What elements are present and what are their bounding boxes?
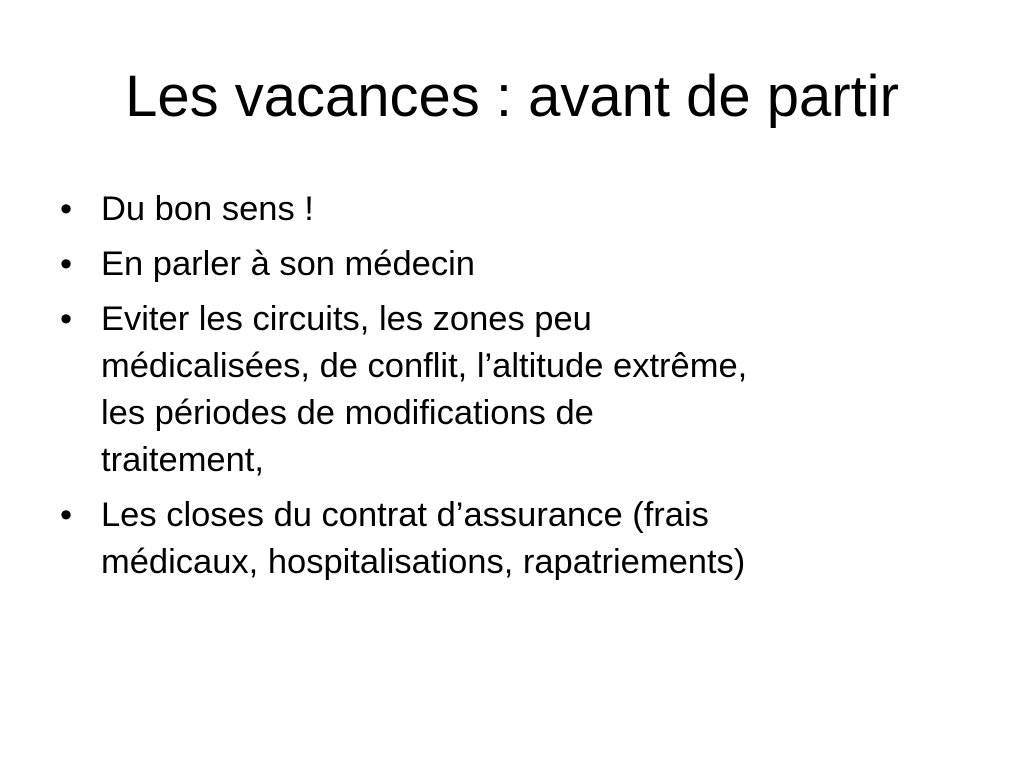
- bullet-marker: •: [60, 300, 73, 338]
- bullet-marker: •: [60, 190, 73, 228]
- bullet-line: Les closes du contrat d’assurance (frais: [101, 496, 709, 534]
- bullet-item: [60, 241, 980, 288]
- bullet-item: [60, 186, 980, 233]
- bullet-item: [60, 492, 980, 586]
- bullet-marker: •: [60, 496, 73, 534]
- slide-title: Les vacances : avant de partir: [125, 64, 899, 129]
- bullet-line: médicaux, hospitalisations, rapatriements): [101, 543, 746, 581]
- bullet-marker: •: [60, 245, 73, 283]
- bullet-line: Du bon sens !: [101, 190, 314, 228]
- bullet-list: [60, 186, 980, 594]
- bullet-line: les périodes de modifications de: [101, 394, 594, 432]
- bullet-line: Eviter les circuits, les zones peu: [101, 300, 592, 338]
- bullet-line: traitement,: [101, 441, 264, 479]
- bullet-line: médicalisées, de conflit, l’altitude extrême,: [101, 347, 748, 385]
- bullet-line: En parler à son médecin: [101, 245, 475, 283]
- bullet-item: [60, 296, 980, 484]
